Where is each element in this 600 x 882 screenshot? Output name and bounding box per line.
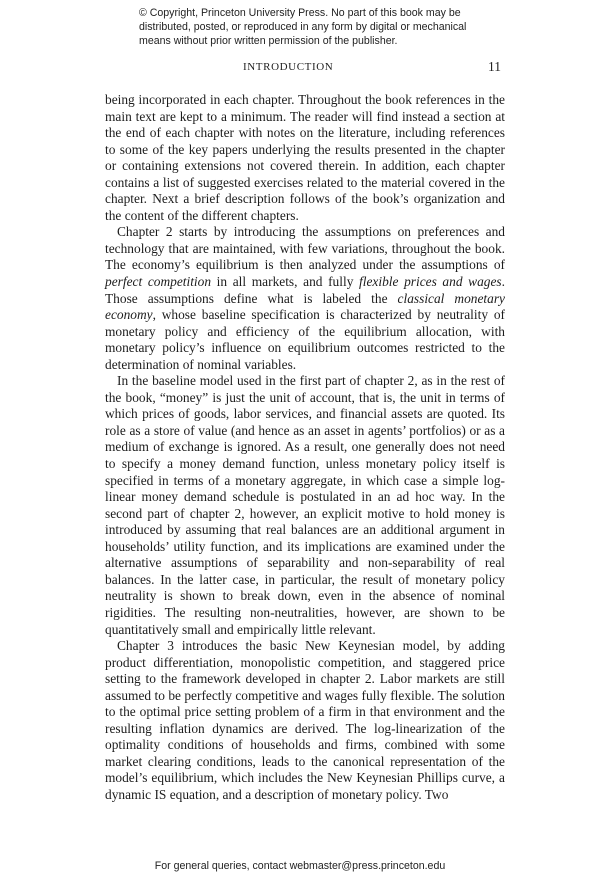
page-number: 11 — [488, 59, 501, 74]
paragraph-2-text: Chapter 2 starts by introducing the assumptions on preferences and technology that are maintained, with few variations, throughout the book. The economy’s equilibrium is then analyzed under the assumptions of — [105, 224, 505, 273]
copyright-line: © Copyright, Princeton University Press. No part of this book may be — [139, 7, 461, 19]
footer-contact: For general queries, contact webmaster@press.princeton.edu — [154, 860, 446, 872]
copyright-line: means without prior written permission of the publisher. — [139, 35, 398, 48]
term-classical-monetary-economy: classical monetary economy — [105, 290, 505, 323]
paragraph-4: Chapter 3 introduces the basic New Keynesian model, by adding product differentiation, monopolistic competition, and staggered price setting to the framework developed in chapter 2. Labor markets are still assumed to be perfectly competitive and wages fully flexible. The solution to the optimal price setting problem of a firm in that environment and the resulting inflation dynamics are derived. The log-linearization of the optimality conditions of households and firms, combined with some market clearing conditions, leads to the canonical representation of the model’s equilibrium, which includes the New Keynesian Phillips curve, a dynamic IS equation, and a description of monetary policy. Two — [105, 638, 505, 802]
body-text — [105, 92, 505, 804]
copyright-notice — [139, 6, 499, 49]
paragraph-2-text: in all markets, and fully — [211, 274, 360, 290]
paragraph-1: being incorporated in each chapter. Throughout the book references in the main text are kept to a minimum. The reader will find instead a section at the end of each chapter with notes on the literature, including references to some of the key papers underlying the results presented in the chapter or containing extensions not covered therein. In addition, each chapter contains a list of suggested exercises related to the material covered in the chapter. Next a brief description follows of the book’s organization and the content of the different chapters. — [105, 92, 505, 223]
term-perfect-competition: perfect competition — [105, 274, 212, 290]
paragraph-2 — [105, 224, 505, 373]
copyright-line: distributed, posted, or reproduced in any form by digital or mechanical — [139, 21, 467, 34]
paragraph-3: In the baseline model used in the first part of chapter 2, as in the rest of the book, “money” is just the unit of account, that is, the unit in terms of which prices of goods, labor services, and financial assets are quoted. Its role as a store of value (and hence as an asset in agents’ portfolios) or as a medium of exchange is ignored. As a result, one generally does not need to specify a money demand function, unless monetary policy itself is specified in terms of a monetary aggregate, in which case a simple log-linear money demand schedule is postulated in an ad hoc way. In the second part of chapter 2, however, an explicit motive to hold money is introduced by assuming that real balances are an additional argument in households’ utility function, and its implications are examined under the alternative assumptions of separability and non-separability of real balances. In the latter case, in particular, the result of monetary policy neutrality is shown to break down, even in the absence of nominal rigidities. The resulting non-neutralities, however, are shown to be quantitatively small and empirically little relevant. — [105, 373, 505, 637]
paragraph-2-text: . Those assumptions define what is labeled the — [105, 274, 505, 306]
paragraph-2-text: , whose baseline specification is characterized by neutrality of monetary policy and efficiency of the equilibrium allocation, with monetary policy’s influence on equilibrium outcomes restricted to the determination of nominal variables. — [105, 307, 505, 372]
term-flexible-prices: flexible prices and wages — [359, 274, 502, 290]
running-title: INTRODUCTION — [243, 61, 334, 73]
